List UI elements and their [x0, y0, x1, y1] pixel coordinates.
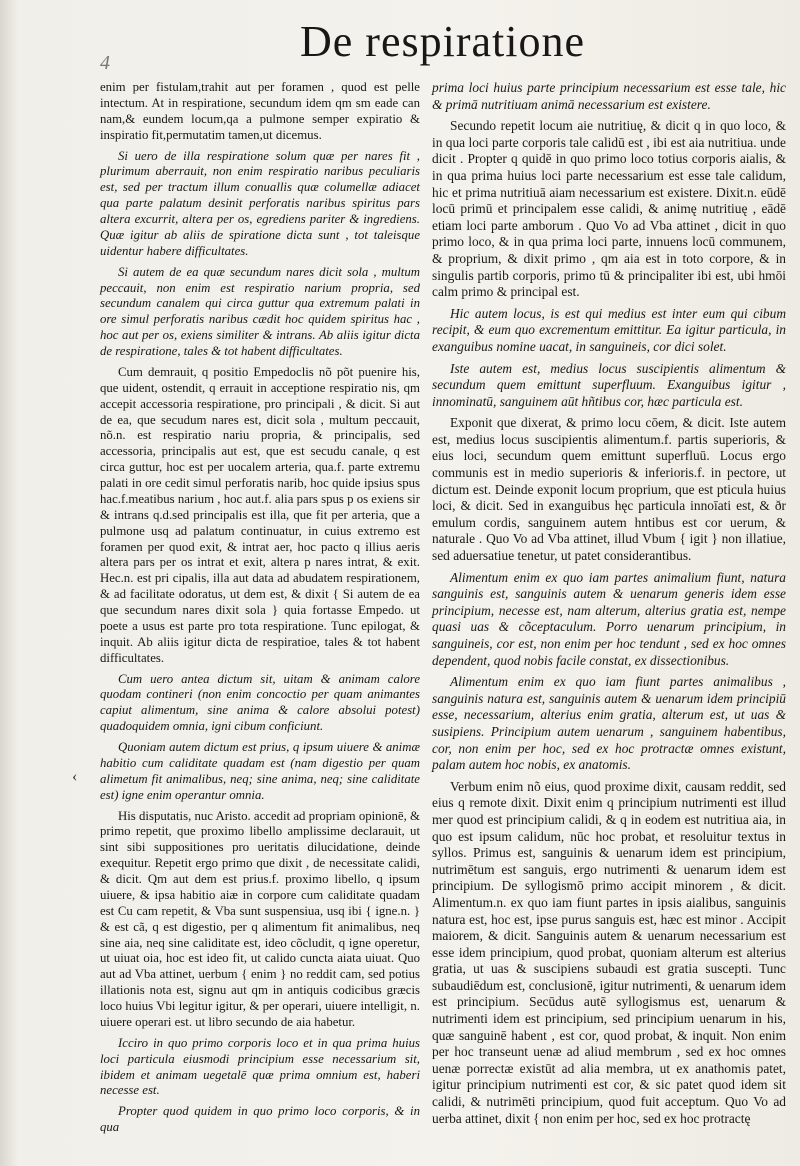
aristotle-text-paragraph: Alimentum enim ex quo iam fiunt partes animalibus , sanguinis natura est, sanguinis autem & uenarum idem principiū esse, necessarium, alterius enim gratia, alterum est, ut uas & susipiens. Principium autem uenarum , sanguinem habentibus, cor, non enim per hoc, sed ex hoc protractæ omnes existunt, palam autem hoc nobis, ex anatomis.	[432, 674, 786, 773]
commentary-paragraph: His disputatis, nuc Aristo. accedit ad propriam opinionē, & primo repetit, que proximo libello amplissime declarauit, ut sint sibi suppositiones pro ueritatis dilucidatione, deinde exequitur. Repetit ergo primo que dixit , de necessitate calidi, & dicit. Qm aut dem est prius.f. proximo libello, q ipsum uiuere, & ipsa habitio aiæ in corpore cum caliditate quadam est Cu cam repetit, & Vba sunt suspensiua, usq ibi { igne.n. } & est cã, q est digestio, per q alimentum fit animalibus, neq sine aia, neq sine caliditate est, ideo cõcludit, q igne operetur, ut uiuat oia, hoc est ideo fit, ut calido cuncta aiata uiuat. Quo aut ad Vba attinet, uerbum { enim } no reddit cam, sed potius illationis nota est, signu aut qm in antiquis codicibus græcis loco huius Vbi legitur igitur, & per operari, uiuere intelligit, n. uiuere operari est. ut libro secundo de aia habetur.	[100, 808, 420, 1029]
aristotle-text-paragraph: Hic autem locus, is est qui medius est inter eum qui cibum recipit, & eum quo excrementum emittitur. Ea igitur particula, in exanguibus nomine uacat, in sanguineis, cor dici solet.	[432, 305, 786, 354]
commentary-paragraph: Exponit que dixerat, & primo locu cōem, & dicit. Iste autem est, medius locus suscipientis alimentum.f. partis superioris, & eius loci, secundum quem emittunt superfluū. Locus ergo communis est in medio superioris & inferioris.f. in pectore, ut dictum est. Deinde exponit locum proprium, que est pticula huius loci, & dicit. Sed in exanguibus hęc particula innoīati est, & ðr emulum cordis, sanguinem autem hntibus est cor uerum, & naturale . Quo Vo ad Vba attinet, illud Vbum { igit } non illatiue, sed aduersatiue tenetur, ut patet considerantibus.	[432, 415, 786, 564]
commentary-paragraph: Verbum enim nõ eius, quod proxime dixit, causam reddit, sed eius q remote dixit. Dixit enim q principium nutrimenti est illud mer quod est principium calidi, & q in eodem est nutritiua aia, in quo est ipsum calidum, nūc hoc probat, et resoluitur textus in syllos. Primus est, sanguinis & uenarum idem est principium, nutrimētum est sanguis, ergo nutrimenti & uenarum idem est principium. De syllogismō primo accipit minorem , & dicit. Alimentum.n. ex quo iam fiunt partes in ipsis aialibus, sanguinis natura est, hoc est, ipse purus sanguis est, hæc est minor . Accipit maiorem, & dicit. Sanguinis autem & uenarum necessarium est esse idem principium, quod probat, quoniam alterum est alterius gratia, ut uas & suscipiens subaudi est gratia suscepti. Tunc subaudiēdum est, conclusionē, igitur nutrimenti, & uenarum idem est principium. Secūdus autē syllogismus est, uenarum & nutrimenti idem est principium, sed principium uenarum in his, quæ sanguinē habent , est cor, quod probat, & inquit. Non enim per hoc transeunt uenæ ad aliud membrum , sed ex hoc omnes uenæ porrectæ existūt ad alia membra, ut ex anathomis patet, igitur principium nutrimenti est cor, & sic patet quod idem sit calidi, & nutrimēti principium, quod fuit acceptum. Quo Vo ad uerba attinet, dixit { non enim per hoc, sed ex hoc protractę	[432, 778, 786, 1126]
commentary-paragraph: Secundo repetit locum aie nutritiuę, & dicit q in quo loco, & in qua loci parte corporis tale calidū est , ibi est aia nutritiua. unde dicit . Propter q quidē in quo primo loco totius corporis aialis, & in qua prima huius loci parte necessarium est esse tale calidum, hic et prima nutritiuā aiam necessarium est existere. Dixit.n. eūdē locū primū et principalem esse calidi, & animę nutritiuę , eādē etiam loci parte amborum . Quo Vo ad Vba attinet , dicit in quo primo loco, & in qua prima loci parte, innuens locū communem, & proprium, & dixit primo , qm aia est in toto corpore, & in singulis partib corporis, primo tū & principaliter ibi est, ubi hmōi calm primo & principal est.	[432, 118, 786, 300]
folio-number: 4	[100, 52, 110, 74]
aristotle-text-paragraph: Propter quod quidem in quo primo loco corporis, & in qua	[100, 1104, 420, 1135]
aristotle-text-paragraph: Alimentum enim ex quo iam partes animalium fiunt, natura sanguinis est, sanguinis autem & uenarum generis idem esse principium, necesse est, nam alterum, alterius gratia est, nempe quasi uas & cõceptaculum. Porro uenarum principium, in sanguineis, cor est, non enim per hoc tendunt , sed ex hoc omnes dependent, quod nobis facile constat, ex dissectionibus.	[432, 569, 786, 668]
aristotle-text-paragraph: Icciro in quo primo corporis loco et in qua prima huius loci particula eiusmodi principium esse necessarium sit, ibidem et animam uegetalē quæ prima omnium est, haberi necesse est.	[100, 1035, 420, 1098]
aristotle-text-paragraph: Si uero de illa respiratione solum quæ per nares fit , plurimum aberrauit, non enim respiratio naribus peculiaris est, sed per tractum illum conuallis quæ columellæ adiacet qua parte palatum desinit perforatis naribus spiritus pars altera excurrit, altera per os, egrediens pariter & ingrediens. Quæ igitur ab aliis de spiratione dicta sunt , tot taleisque uidentur habere difficultates.	[100, 148, 420, 258]
commentary-paragraph: Cum demrauit, q positio Empedoclis nõ põt puenire his, que uident, ostendit, q errauit in acceptione respiratio nis, qm accepit accessoria respiratione, pro principali , & dicit. Si aut de ea, que secudum nares est, dicit sola , multum peccauit, nõ.n. est respiratio nariu propria, & principalis, sed accessoria, principalis aut est, que est secudu canale, q est circa guttur, hoc est per uocalem arteria, qua.f. parte extremu palati in ore cedit simul perforatis narib, hoc quide ipsius spus hac.f.meatibus narium , hoc aut.f. alia pars spus p os exiens sir & intrans q.d.sed principalis est illa, que fit per arteria, que a pulmone usq ad palatum continuatur, in cuius extremo est foramen per quod exit, & intrat aer, hoc pacto q illius aeris altera pars per os intrat et exit, altera p nares intrat, & exit. Hec.n. est pri cipalis, illa aut data ad abudatem respirationem, & ad facilitate odoratus, ut dem est, & dixit { Si autem de ea que secundum nares dixit sola } quia fortasse Empedo. ut poete a usus est parte pro tota respiratione. Tunc epilogat, & inquit. Ab aliis igitur dicta de respiratioe, tales & tot habent difficultates.	[100, 364, 420, 665]
left-column	[100, 80, 420, 1141]
running-head: De respiratione	[300, 17, 585, 66]
right-column	[432, 80, 786, 1132]
aristotle-text-paragraph: Quoniam autem dictum est prius, q ipsum uiuere & animæ habitio cum caliditate quadam est (nam digestio per quam alimetum fit animalibus, neq; sine anima, neq; sine caliditate est) igne enim operantur omnia.	[100, 740, 420, 802]
commentary-paragraph: enim per fistulam,trahit aut per foramen , quod est pelle intectum. At in respiratione, secundum idem qm sm eade can nam,& eundem locum,qa a pulmone semper expiratio & inspiratio fit,permutatim tamen,ut dicemus.	[100, 80, 420, 142]
margin-mark: ‹	[72, 768, 78, 785]
aristotle-text-paragraph: Cum uero antea dictum sit, uitam & animam calore quodam contineri (non enim concoctio per quam animantes capiut alimentum, sine anima & calore absolui potest) quadoquidem omnia, igni cibum conficiunt.	[100, 671, 420, 734]
aristotle-text-paragraph: Iste autem est, medius locus suscipientis alimentum & secundum quem emittunt superfluum. Exanguibus igitur , innominatū, sanguinem aūt hñtibus cor, hæc particula est.	[432, 360, 786, 409]
aristotle-text-paragraph: Si autem de ea quæ secundum nares dicit sola , multum peccauit, non enim est respiratio narium propria, sed secundum canalem qui circa guttur qua extremum palati in ore simul perforatis naribus cædit hoc quidem spiritus hac , hoc aut per os, exiens similiter & intrans. Ab aliis igitur dicta de respiratione, tales & tot habent difficultates.	[100, 264, 420, 358]
aristotle-text-paragraph: prima loci huius parte principium necessarium est esse tale, hic & primā nutritiuam animā necessarium est existere.	[432, 80, 786, 112]
